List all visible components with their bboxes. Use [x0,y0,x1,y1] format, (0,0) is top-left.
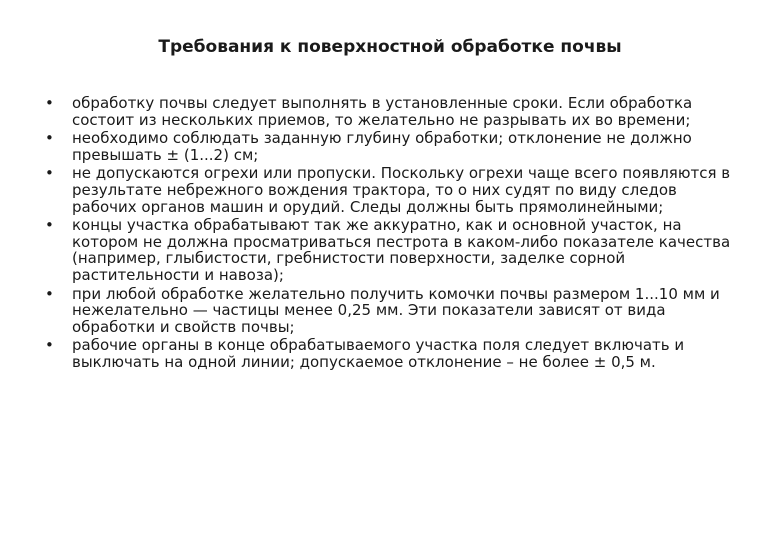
bullet-marker: • [45,94,54,112]
bullet-marker: • [45,129,54,148]
requirements-list [45,95,745,373]
bullet-marker: • [45,284,54,303]
list-item-text: концы участка обрабатывают так же аккуратно, как и основной участок, на котором не должна просматриваться пестрота в каком-либо показателе качества (например, глыбистости, гребнистости поверхности, заделке сорной растительности и навоза); [72,216,731,284]
list-item-text: при любой обработке желательно получить комочки почвы размером 1...10 мм и нежелательно — частицы менее 0,25 мм. Эти показатели зависят от вида обработки и свойств почвы; [72,284,720,336]
list-item [45,286,745,336]
bullet-marker: • [45,164,54,183]
list-item-text: обработку почвы следует выполнять в установленные сроки. Если обработка состоит из нескольких приемов, то желательно не разрывать их во времени; [72,94,693,129]
slide-title: Требования к поверхностной обработке почвы [158,37,622,57]
list-item-text: рабочие органы в конце обрабатываемого участка поля следует включать и выключать на одной линии; допускаемое отклонение – не более ± 0,5 м. [72,336,685,371]
list-item [45,337,745,370]
list-item [45,95,745,128]
bullet-marker: • [45,216,54,235]
list-item [45,165,745,215]
list-item-text: не допускаются огрехи или пропуски. Поскольку огрехи чаще всего появляются в результате небрежного вождения трактора, то о них судят по виду следов рабочих органов машин и орудий. Следы должны быть прямолинейными; [72,164,731,216]
bullet-marker: • [45,336,54,355]
list-item [45,130,745,163]
list-item-text: необходимо соблюдать заданную глубину обработки; отклонение не должно превышать ± (1...2) см; [72,129,692,164]
list-item [45,217,745,283]
